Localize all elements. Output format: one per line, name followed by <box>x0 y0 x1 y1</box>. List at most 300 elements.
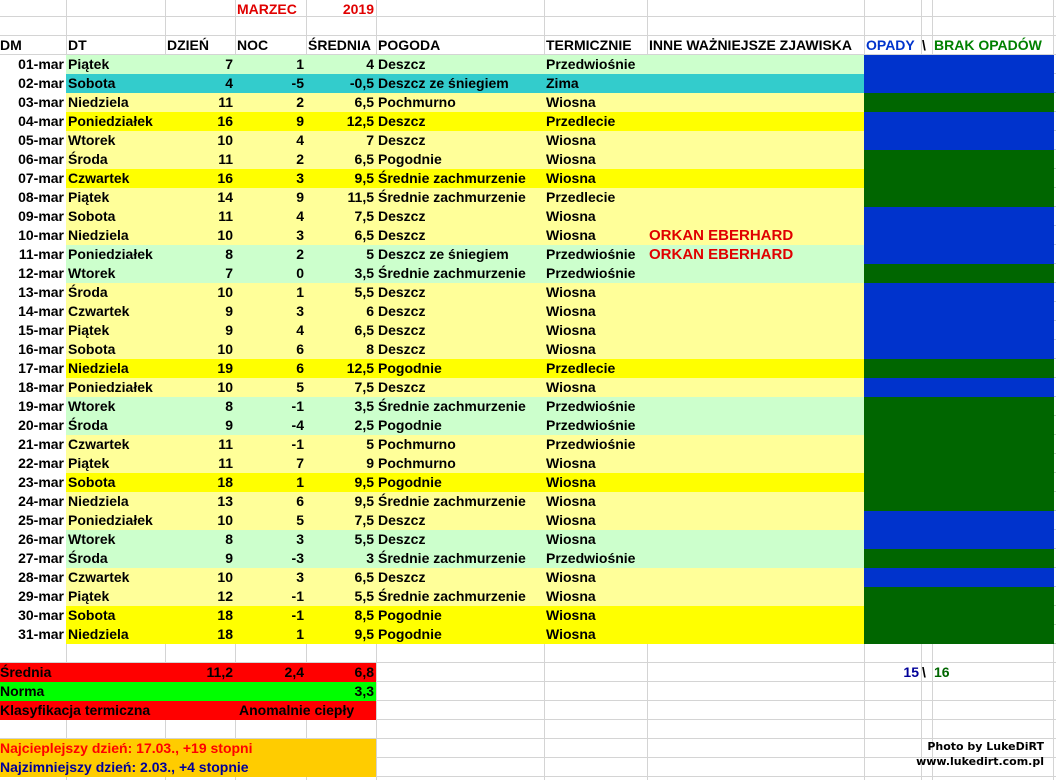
event-cell[interactable] <box>647 74 864 93</box>
weather-cell[interactable]: Średnie zachmurzenie <box>378 170 526 186</box>
header-pogoda[interactable]: POGODA <box>378 37 441 53</box>
avg-temp-cell[interactable]: 3,5 <box>354 398 374 414</box>
no-precipitation-cell[interactable] <box>864 587 1054 606</box>
thermal-cell[interactable]: Wiosna <box>546 588 596 604</box>
avg-temp-cell[interactable]: 8 <box>366 341 374 357</box>
weather-cell[interactable]: Deszcz <box>378 341 426 357</box>
header-inne[interactable]: INNE WAŻNIEJSZE ZJAWISKA <box>649 37 853 53</box>
date-cell[interactable]: 05-mar <box>18 132 64 148</box>
thermal-cell[interactable]: Przedwiośnie <box>546 265 636 281</box>
weather-cell[interactable]: Średnie zachmurzenie <box>378 550 526 566</box>
weather-cell[interactable]: Deszcz <box>378 132 426 148</box>
date-cell[interactable]: 09-mar <box>18 208 64 224</box>
no-precipitation-cell[interactable] <box>864 435 1054 454</box>
day-temp-cell[interactable]: 9 <box>225 550 233 566</box>
avg-temp-cell[interactable]: 6,5 <box>354 569 374 585</box>
precipitation-cell[interactable] <box>864 511 1054 530</box>
date-cell[interactable]: 21-mar <box>18 436 64 452</box>
weather-cell[interactable]: Pogodnie <box>378 151 442 167</box>
event-cell[interactable] <box>647 397 864 416</box>
precipitation-cell[interactable] <box>864 340 1054 359</box>
night-temp-cell[interactable]: 0 <box>296 265 304 281</box>
thermal-cell[interactable]: Wiosna <box>546 94 596 110</box>
thermal-cell[interactable]: Wiosna <box>546 322 596 338</box>
night-temp-cell[interactable]: 2 <box>296 246 304 262</box>
night-temp-cell[interactable]: 6 <box>296 493 304 509</box>
night-temp-cell[interactable]: 3 <box>296 531 304 547</box>
thermal-cell[interactable]: Przedwiośnie <box>546 417 636 433</box>
night-temp-cell[interactable]: 3 <box>296 227 304 243</box>
day-temp-cell[interactable]: 19 <box>217 360 233 376</box>
day-temp-cell[interactable]: 10 <box>217 341 233 357</box>
day-temp-cell[interactable]: 10 <box>217 379 233 395</box>
no-precipitation-cell[interactable] <box>864 264 1054 283</box>
avg-temp-cell[interactable]: 6,5 <box>354 322 374 338</box>
thermal-cell[interactable]: Wiosna <box>546 170 596 186</box>
night-temp-cell[interactable]: 2 <box>296 151 304 167</box>
event-cell[interactable]: ORKAN EBERHARD <box>649 227 794 244</box>
srednia-dzien[interactable]: 11,2 <box>206 664 233 680</box>
precipitation-cell[interactable] <box>864 568 1054 587</box>
thermal-cell[interactable]: Przedlecie <box>546 189 616 205</box>
thermal-cell[interactable]: Wiosna <box>546 626 596 642</box>
night-temp-cell[interactable]: -1 <box>291 607 304 623</box>
weekday-cell[interactable]: Poniedziałek <box>68 246 153 262</box>
event-cell[interactable] <box>647 359 864 378</box>
precipitation-cell[interactable] <box>864 530 1054 549</box>
thermal-cell[interactable]: Przedwiośnie <box>546 436 636 452</box>
night-temp-cell[interactable]: 4 <box>296 132 304 148</box>
header-separator[interactable]: \ <box>922 37 926 53</box>
night-temp-cell[interactable]: 1 <box>296 474 304 490</box>
weather-cell[interactable]: Pogodnie <box>378 360 442 376</box>
day-temp-cell[interactable]: 18 <box>217 607 233 623</box>
event-cell[interactable] <box>647 435 864 454</box>
precipitation-cell[interactable] <box>864 55 1054 74</box>
weather-cell[interactable]: Deszcz <box>378 322 426 338</box>
thermal-cell[interactable]: Przedwiośnie <box>546 550 636 566</box>
thermal-cell[interactable]: Przedwiośnie <box>546 246 636 262</box>
event-cell[interactable] <box>647 568 864 587</box>
date-cell[interactable]: 24-mar <box>18 493 64 509</box>
weekday-cell[interactable]: Poniedziałek <box>68 379 153 395</box>
night-temp-cell[interactable]: 5 <box>296 379 304 395</box>
header-dzien[interactable]: DZIEŃ <box>167 37 209 53</box>
no-precipitation-cell[interactable] <box>864 549 1054 568</box>
event-cell[interactable] <box>647 587 864 606</box>
day-temp-cell[interactable]: 13 <box>217 493 233 509</box>
avg-temp-cell[interactable]: 3,5 <box>354 265 374 281</box>
event-cell[interactable] <box>647 378 864 397</box>
event-cell[interactable] <box>647 169 864 188</box>
night-temp-cell[interactable]: 4 <box>296 208 304 224</box>
header-srednia[interactable]: ŚREDNIA <box>308 37 372 53</box>
thermal-cell[interactable]: Przedwiośnie <box>546 398 636 414</box>
event-cell[interactable] <box>647 492 864 511</box>
weekday-cell[interactable]: Piątek <box>68 189 110 205</box>
weekday-cell[interactable]: Wtorek <box>68 531 116 547</box>
thermal-cell[interactable]: Wiosna <box>546 474 596 490</box>
precipitation-cell[interactable] <box>864 283 1054 302</box>
event-cell[interactable] <box>647 55 864 74</box>
thermal-cell[interactable]: Wiosna <box>546 284 596 300</box>
weekday-cell[interactable]: Wtorek <box>68 265 116 281</box>
precipitation-cell[interactable] <box>864 74 1054 93</box>
weather-cell[interactable]: Średnie zachmurzenie <box>378 493 526 509</box>
thermal-cell[interactable]: Przedwiośnie <box>546 56 636 72</box>
event-cell[interactable] <box>647 302 864 321</box>
day-temp-cell[interactable]: 7 <box>225 265 233 281</box>
thermal-cell[interactable]: Wiosna <box>546 341 596 357</box>
precipitation-cell[interactable] <box>864 321 1054 340</box>
avg-temp-cell[interactable]: 7 <box>366 132 374 148</box>
weather-cell[interactable]: Średnie zachmurzenie <box>378 189 526 205</box>
night-temp-cell[interactable]: 5 <box>296 512 304 528</box>
thermal-cell[interactable]: Wiosna <box>546 151 596 167</box>
weather-cell[interactable]: Deszcz ze śniegiem <box>378 75 509 91</box>
day-temp-cell[interactable]: 11 <box>218 94 233 110</box>
date-cell[interactable]: 10-mar <box>18 227 64 243</box>
no-precipitation-cell[interactable] <box>864 93 1054 112</box>
date-cell[interactable]: 18-mar <box>18 379 64 395</box>
thermal-cell[interactable]: Wiosna <box>546 208 596 224</box>
night-temp-cell[interactable]: 6 <box>296 360 304 376</box>
event-cell[interactable] <box>647 150 864 169</box>
avg-temp-cell[interactable]: 9,5 <box>354 493 374 509</box>
no-precipitation-cell[interactable] <box>864 169 1054 188</box>
no-precipitation-cell[interactable] <box>864 473 1054 492</box>
avg-temp-cell[interactable]: 5,5 <box>354 284 374 300</box>
date-cell[interactable]: 20-mar <box>18 417 64 433</box>
weather-cell[interactable]: Pogodnie <box>378 474 442 490</box>
thermal-cell[interactable]: Zima <box>546 75 579 91</box>
srednia-sr[interactable]: 6,8 <box>354 664 374 680</box>
day-temp-cell[interactable]: 8 <box>225 246 233 262</box>
header-dt[interactable]: DT <box>68 37 87 53</box>
date-cell[interactable]: 11-mar <box>18 246 64 262</box>
day-temp-cell[interactable]: 18 <box>217 626 233 642</box>
weather-cell[interactable]: Deszcz <box>378 379 426 395</box>
date-cell[interactable]: 28-mar <box>18 569 64 585</box>
date-cell[interactable]: 23-mar <box>18 474 64 490</box>
day-temp-cell[interactable]: 9 <box>225 417 233 433</box>
avg-temp-cell[interactable]: 9,5 <box>354 474 374 490</box>
weather-cell[interactable]: Deszcz <box>378 56 426 72</box>
count-separator[interactable]: \ <box>922 664 926 680</box>
date-cell[interactable]: 19-mar <box>18 398 64 414</box>
night-temp-cell[interactable]: 9 <box>296 113 304 129</box>
night-temp-cell[interactable]: 1 <box>296 626 304 642</box>
thermal-cell[interactable]: Wiosna <box>546 379 596 395</box>
night-temp-cell[interactable]: 9 <box>296 189 304 205</box>
day-temp-cell[interactable]: 18 <box>217 474 233 490</box>
weather-cell[interactable]: Pogodnie <box>378 626 442 642</box>
day-temp-cell[interactable]: 11 <box>218 436 233 452</box>
weather-cell[interactable]: Deszcz <box>378 569 426 585</box>
header-termicznie[interactable]: TERMICZNIE <box>546 37 632 53</box>
precipitation-cell[interactable] <box>864 226 1054 245</box>
precipitation-cell[interactable] <box>864 378 1054 397</box>
day-temp-cell[interactable]: 11 <box>218 208 233 224</box>
day-temp-cell[interactable]: 16 <box>217 113 233 129</box>
thermal-cell[interactable]: Wiosna <box>546 227 596 243</box>
no-precipitation-cell[interactable] <box>864 416 1054 435</box>
day-temp-cell[interactable]: 9 <box>225 303 233 319</box>
avg-temp-cell[interactable]: 7,5 <box>354 208 374 224</box>
night-temp-cell[interactable]: -5 <box>291 75 304 91</box>
thermal-cell[interactable]: Przedlecie <box>546 360 616 376</box>
thermal-cell[interactable]: Wiosna <box>546 455 596 471</box>
weekday-cell[interactable]: Niedziela <box>68 94 129 110</box>
avg-temp-cell[interactable]: 11,5 <box>347 189 374 205</box>
weekday-cell[interactable]: Piątek <box>68 322 110 338</box>
avg-temp-cell[interactable]: 5,5 <box>354 588 374 604</box>
day-temp-cell[interactable]: 10 <box>217 284 233 300</box>
event-cell[interactable] <box>647 131 864 150</box>
date-cell[interactable]: 02-mar <box>18 75 64 91</box>
avg-temp-cell[interactable]: 4 <box>366 56 374 72</box>
night-temp-cell[interactable]: 3 <box>296 170 304 186</box>
weather-cell[interactable]: Deszcz <box>378 303 426 319</box>
date-cell[interactable]: 01-mar <box>18 56 64 72</box>
weather-cell[interactable]: Średnie zachmurzenie <box>378 398 526 414</box>
note-hottest[interactable]: Najcieplejszy dzień: 17.03., +19 stopni <box>0 740 253 756</box>
day-temp-cell[interactable]: 9 <box>225 322 233 338</box>
weather-cell[interactable]: Pochmurno <box>378 436 456 452</box>
date-cell[interactable]: 06-mar <box>18 151 64 167</box>
night-temp-cell[interactable]: 6 <box>296 341 304 357</box>
day-temp-cell[interactable]: 8 <box>225 531 233 547</box>
night-temp-cell[interactable]: -3 <box>291 550 304 566</box>
thermal-cell[interactable]: Wiosna <box>546 303 596 319</box>
no-precipitation-cell[interactable] <box>864 359 1054 378</box>
event-cell[interactable] <box>647 625 864 644</box>
thermal-cell[interactable]: Wiosna <box>546 132 596 148</box>
weekday-cell[interactable]: Wtorek <box>68 398 116 414</box>
weekday-cell[interactable]: Poniedziałek <box>68 113 153 129</box>
day-temp-cell[interactable]: 16 <box>217 170 233 186</box>
avg-temp-cell[interactable]: 12,5 <box>346 360 374 376</box>
day-temp-cell[interactable]: 7 <box>225 56 233 72</box>
weekday-cell[interactable]: Piątek <box>68 56 110 72</box>
night-temp-cell[interactable]: -1 <box>291 588 304 604</box>
no-precipitation-cell[interactable] <box>864 625 1054 644</box>
event-cell[interactable] <box>647 283 864 302</box>
klasyfikacja-value[interactable]: Anomalnie ciepły <box>239 702 355 718</box>
weather-cell[interactable]: Deszcz <box>378 208 426 224</box>
header-dm[interactable]: DM <box>0 37 22 53</box>
precipitation-cell[interactable] <box>864 112 1054 131</box>
event-cell[interactable] <box>647 511 864 530</box>
night-temp-cell[interactable]: 1 <box>296 56 304 72</box>
weekday-cell[interactable]: Niedziela <box>68 626 129 642</box>
night-temp-cell[interactable]: -4 <box>291 417 304 433</box>
avg-temp-cell[interactable]: 6,5 <box>354 227 374 243</box>
avg-temp-cell[interactable]: 9 <box>366 455 374 471</box>
day-temp-cell[interactable]: 12 <box>217 588 233 604</box>
precipitation-cell[interactable] <box>864 245 1054 264</box>
header-noc[interactable]: NOC <box>237 37 269 53</box>
klasyfikacja-label[interactable]: Klasyfikacja termiczna <box>0 702 151 718</box>
date-cell[interactable]: 25-mar <box>18 512 64 528</box>
weekday-cell[interactable]: Środa <box>68 284 108 300</box>
no-precipitation-cell[interactable] <box>864 397 1054 416</box>
weekday-cell[interactable]: Czwartek <box>68 170 130 186</box>
event-cell[interactable] <box>647 264 864 283</box>
weekday-cell[interactable]: Piątek <box>68 455 110 471</box>
thermal-cell[interactable]: Wiosna <box>546 493 596 509</box>
brak-opadow-count[interactable]: 16 <box>934 664 950 680</box>
weekday-cell[interactable]: Sobota <box>68 208 116 224</box>
event-cell[interactable] <box>647 188 864 207</box>
night-temp-cell[interactable]: -1 <box>291 398 304 414</box>
thermal-cell[interactable]: Wiosna <box>546 531 596 547</box>
night-temp-cell[interactable]: 3 <box>296 569 304 585</box>
avg-temp-cell[interactable]: 5 <box>366 246 374 262</box>
date-cell[interactable]: 15-mar <box>18 322 64 338</box>
opady-count[interactable]: 15 <box>903 664 919 680</box>
date-cell[interactable]: 13-mar <box>18 284 64 300</box>
event-cell[interactable]: ORKAN EBERHARD <box>649 246 794 263</box>
precipitation-cell[interactable] <box>864 131 1054 150</box>
weekday-cell[interactable]: Piątek <box>68 588 110 604</box>
weather-cell[interactable]: Pochmurno <box>378 455 456 471</box>
weekday-cell[interactable]: Niedziela <box>68 360 129 376</box>
day-temp-cell[interactable]: 11 <box>218 455 233 471</box>
weather-cell[interactable]: Średnie zachmurzenie <box>378 265 526 281</box>
avg-temp-cell[interactable]: 8,5 <box>354 607 374 623</box>
avg-temp-cell[interactable]: 2,5 <box>354 417 374 433</box>
date-cell[interactable]: 14-mar <box>18 303 64 319</box>
event-cell[interactable] <box>647 606 864 625</box>
weekday-cell[interactable]: Czwartek <box>68 303 130 319</box>
day-temp-cell[interactable]: 14 <box>217 189 233 205</box>
event-cell[interactable] <box>647 321 864 340</box>
weekday-cell[interactable]: Środa <box>68 417 108 433</box>
no-precipitation-cell[interactable] <box>864 454 1054 473</box>
weather-cell[interactable]: Deszcz <box>378 512 426 528</box>
precipitation-cell[interactable] <box>864 302 1054 321</box>
avg-temp-cell[interactable]: 5,5 <box>354 531 374 547</box>
night-temp-cell[interactable]: 1 <box>296 284 304 300</box>
date-cell[interactable]: 26-mar <box>18 531 64 547</box>
weekday-cell[interactable]: Czwartek <box>68 436 130 452</box>
note-coldest[interactable]: Najzimniejszy dzień: 2.03., +4 stopnie <box>0 759 249 775</box>
day-temp-cell[interactable]: 8 <box>225 398 233 414</box>
night-temp-cell[interactable]: 3 <box>296 303 304 319</box>
thermal-cell[interactable]: Wiosna <box>546 569 596 585</box>
weather-cell[interactable]: Pogodnie <box>378 607 442 623</box>
date-cell[interactable]: 27-mar <box>18 550 64 566</box>
night-temp-cell[interactable]: 7 <box>296 455 304 471</box>
precipitation-cell[interactable] <box>864 207 1054 226</box>
avg-temp-cell[interactable]: 7,5 <box>354 512 374 528</box>
day-temp-cell[interactable]: 10 <box>217 132 233 148</box>
event-cell[interactable] <box>647 454 864 473</box>
event-cell[interactable] <box>647 473 864 492</box>
header-brak-opadow[interactable]: BRAK OPADÓW <box>934 37 1042 53</box>
weather-cell[interactable]: Deszcz <box>378 227 426 243</box>
weekday-cell[interactable]: Sobota <box>68 607 116 623</box>
avg-temp-cell[interactable]: 9,5 <box>354 626 374 642</box>
night-temp-cell[interactable]: 2 <box>296 94 304 110</box>
date-cell[interactable]: 04-mar <box>18 113 64 129</box>
date-cell[interactable]: 17-mar <box>18 360 64 376</box>
no-precipitation-cell[interactable] <box>864 150 1054 169</box>
event-cell[interactable] <box>647 340 864 359</box>
event-cell[interactable] <box>647 416 864 435</box>
header-opady[interactable]: OPADY <box>866 37 915 53</box>
weekday-cell[interactable]: Wtorek <box>68 132 116 148</box>
weekday-cell[interactable]: Poniedziałek <box>68 512 153 528</box>
weekday-cell[interactable]: Niedziela <box>68 227 129 243</box>
norma-value[interactable]: 3,3 <box>354 683 374 699</box>
thermal-cell[interactable]: Przedlecie <box>546 113 616 129</box>
srednia-noc[interactable]: 2,4 <box>284 664 304 680</box>
avg-temp-cell[interactable]: 7,5 <box>354 379 374 395</box>
weekday-cell[interactable]: Sobota <box>68 474 116 490</box>
title-month[interactable]: MARZEC <box>237 1 297 17</box>
title-year[interactable]: 2019 <box>342 1 374 17</box>
weather-cell[interactable]: Deszcz <box>378 284 426 300</box>
event-cell[interactable] <box>647 207 864 226</box>
thermal-cell[interactable]: Wiosna <box>546 607 596 623</box>
event-cell[interactable] <box>647 93 864 112</box>
avg-temp-cell[interactable]: 9,5 <box>354 170 374 186</box>
day-temp-cell[interactable]: 10 <box>217 512 233 528</box>
day-temp-cell[interactable]: 11 <box>218 151 233 167</box>
weekday-cell[interactable]: Czwartek <box>68 569 130 585</box>
avg-temp-cell[interactable]: -0,5 <box>349 75 374 91</box>
weather-cell[interactable]: Deszcz ze śniegiem <box>378 246 509 262</box>
avg-temp-cell[interactable]: 5 <box>366 436 374 452</box>
avg-temp-cell[interactable]: 3 <box>366 550 374 566</box>
date-cell[interactable]: 03-mar <box>18 94 64 110</box>
avg-temp-cell[interactable]: 6,5 <box>354 151 374 167</box>
weather-cell[interactable]: Deszcz <box>378 113 426 129</box>
no-precipitation-cell[interactable] <box>864 606 1054 625</box>
avg-temp-cell[interactable]: 12,5 <box>346 113 374 129</box>
avg-temp-cell[interactable]: 6,5 <box>354 94 374 110</box>
night-temp-cell[interactable]: 4 <box>296 322 304 338</box>
weekday-cell[interactable]: Środa <box>68 550 108 566</box>
day-temp-cell[interactable]: 4 <box>225 75 233 91</box>
event-cell[interactable] <box>647 112 864 131</box>
date-cell[interactable]: 22-mar <box>18 455 64 471</box>
weekday-cell[interactable]: Sobota <box>68 341 116 357</box>
no-precipitation-cell[interactable] <box>864 188 1054 207</box>
date-cell[interactable]: 16-mar <box>18 341 64 357</box>
date-cell[interactable]: 12-mar <box>18 265 64 281</box>
weather-cell[interactable]: Pochmurno <box>378 94 456 110</box>
weather-cell[interactable]: Pogodnie <box>378 417 442 433</box>
weekday-cell[interactable]: Środa <box>68 151 108 167</box>
day-temp-cell[interactable]: 10 <box>217 227 233 243</box>
weekday-cell[interactable]: Niedziela <box>68 493 129 509</box>
event-cell[interactable] <box>647 549 864 568</box>
date-cell[interactable]: 08-mar <box>18 189 64 205</box>
date-cell[interactable]: 29-mar <box>18 588 64 604</box>
avg-temp-cell[interactable]: 6 <box>366 303 374 319</box>
weather-cell[interactable]: Średnie zachmurzenie <box>378 588 526 604</box>
srednia-label[interactable]: Średnia <box>0 664 52 680</box>
no-precipitation-cell[interactable] <box>864 492 1054 511</box>
day-temp-cell[interactable]: 10 <box>217 569 233 585</box>
weather-cell[interactable]: Deszcz <box>378 531 426 547</box>
date-cell[interactable]: 30-mar <box>18 607 64 623</box>
date-cell[interactable]: 07-mar <box>18 170 64 186</box>
weekday-cell[interactable]: Sobota <box>68 75 116 91</box>
